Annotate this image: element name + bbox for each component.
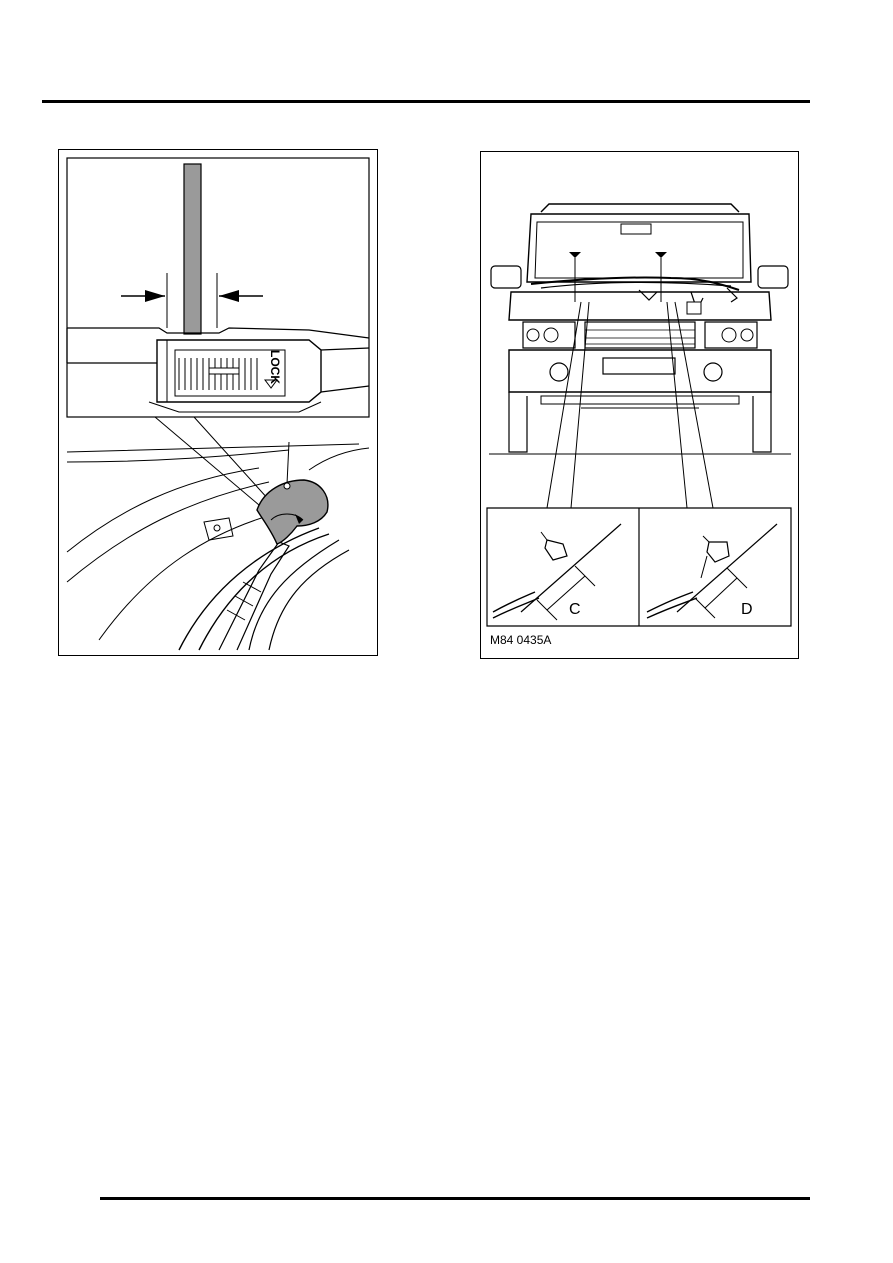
header-rule — [42, 100, 810, 103]
washer-jet-d — [707, 542, 729, 562]
right-mirror — [758, 266, 788, 288]
number-plate — [603, 358, 675, 374]
wiper-cover — [257, 480, 328, 544]
rear-view-mirror — [621, 224, 651, 234]
feeler-gauge — [184, 164, 201, 334]
arrow-right-icon — [145, 290, 165, 302]
washer-jet-figure — [480, 151, 799, 659]
bonnet — [509, 292, 771, 320]
figure-code: M84 0435A — [490, 633, 552, 647]
front-bumper — [509, 350, 771, 392]
washer-jet-c — [545, 540, 567, 560]
dimension-c-label: C — [569, 601, 581, 618]
right-headlamp — [705, 322, 757, 348]
dimension-d-label: D — [741, 601, 753, 618]
lock-label: LOCK — [268, 350, 282, 384]
wiper-blade-figure — [58, 149, 378, 656]
arrow-left-icon — [219, 290, 239, 302]
vehicle-front-illustration — [481, 152, 798, 658]
left-mirror — [491, 266, 521, 288]
left-headlamp — [523, 322, 575, 348]
footer-rule — [100, 1197, 810, 1200]
wiper-blade-illustration — [59, 150, 377, 655]
